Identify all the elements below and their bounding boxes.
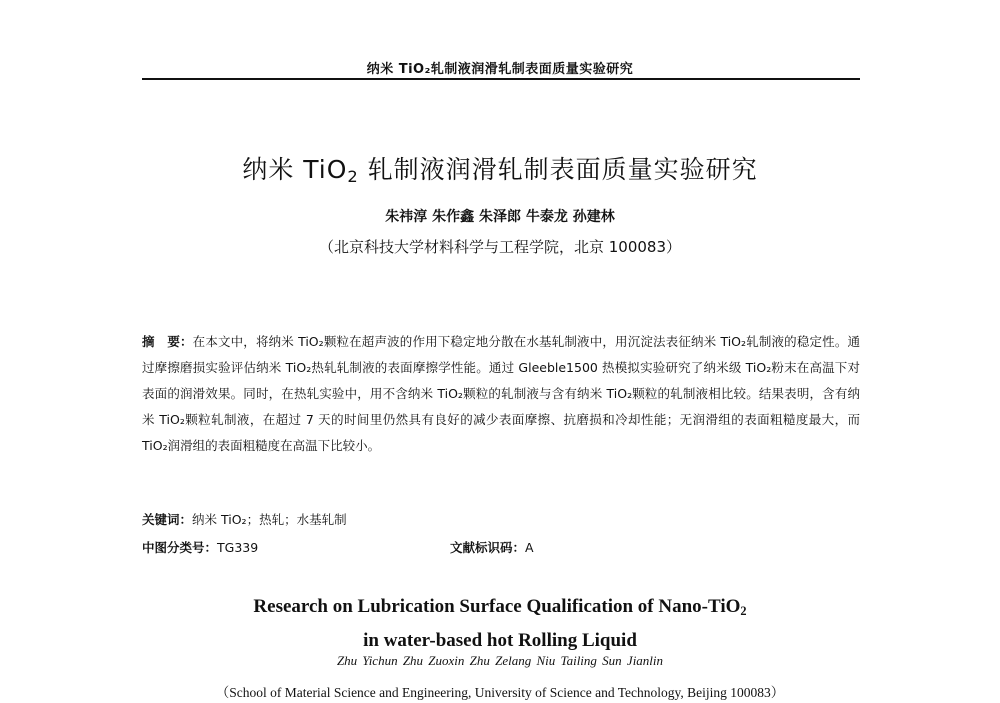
chinese-title-part2: 轧制液润滑轧制表面质量实验研究: [358, 155, 758, 184]
english-title-line1: [0, 592, 1000, 626]
english-title-subscript: 2: [740, 604, 747, 619]
keywords: [142, 507, 860, 533]
running-head: 纳米 TiO₂轧制液润滑轧制表面质量实验研究: [366, 62, 634, 77]
clc-label: 中图分类号：: [142, 540, 218, 555]
english-title-line2: in water-based hot Rolling Liquid: [363, 630, 637, 652]
clc-number: [142, 535, 258, 561]
classification-line: [142, 535, 860, 561]
document-code-value: A: [525, 540, 534, 555]
chinese-affiliation: （北京科技大学材料科学与工程学院，北京 100083）: [318, 238, 682, 256]
header-rule: [142, 78, 860, 80]
abstract-text: 在本文中，将纳米 TiO₂颗粒在超声波的作用下稳定地分散在水基轧制液中，用沉淀法表征纳米 TiO₂轧制液的稳定性。通过摩擦磨损实验评估纳米 TiO₂热轧轧制液的表面摩擦学性能。通过 Gleeble1500 热模拟实验研究了纳米级 TiO₂粉末在高温下对表面的润滑效果。同时，在热轧实验中，用不含纳米 TiO₂颗粒的轧制液与含有纳米 TiO₂颗粒的轧制液相比较。结果表明，含有纳米 TiO₂颗粒轧制液，在超过 7 天的时间里仍然具有良好的减少表面摩擦、抗磨损和冷却性能；无润滑组的表面粗糙度最大，而 TiO₂润滑组的表面粗糙度在高温下比较小。: [142, 334, 860, 453]
english-affiliation: （School of Material Science and Engineering, University of Science and Technology, Beijing 100083）: [215, 685, 785, 700]
abstract: [142, 329, 860, 459]
abstract-label: 摘 要：: [142, 334, 193, 349]
english-title-line1-text: Research on Lubrication Surface Qualification of Nano-TiO: [253, 596, 741, 617]
chinese-title-part1: 纳米 TiO: [242, 155, 348, 184]
chinese-title-subscript: 2: [347, 167, 359, 187]
clc-value: TG339: [217, 540, 259, 555]
document-code: [450, 535, 534, 561]
english-authors: Zhu Yichun Zhu Zuoxin Zhu Zelang Niu Tailing Sun Jianlin: [336, 653, 664, 668]
chinese-title: [0, 150, 1000, 186]
english-title: [0, 592, 1000, 656]
keywords-label: 关键词：: [142, 512, 193, 527]
keywords-text: 纳米 TiO₂；热轧；水基轧制: [192, 512, 347, 527]
chinese-authors: 朱祎淳 朱作鑫 朱泽郎 牛泰龙 孙建林: [385, 209, 615, 225]
document-code-label: 文献标识码：: [450, 540, 526, 555]
